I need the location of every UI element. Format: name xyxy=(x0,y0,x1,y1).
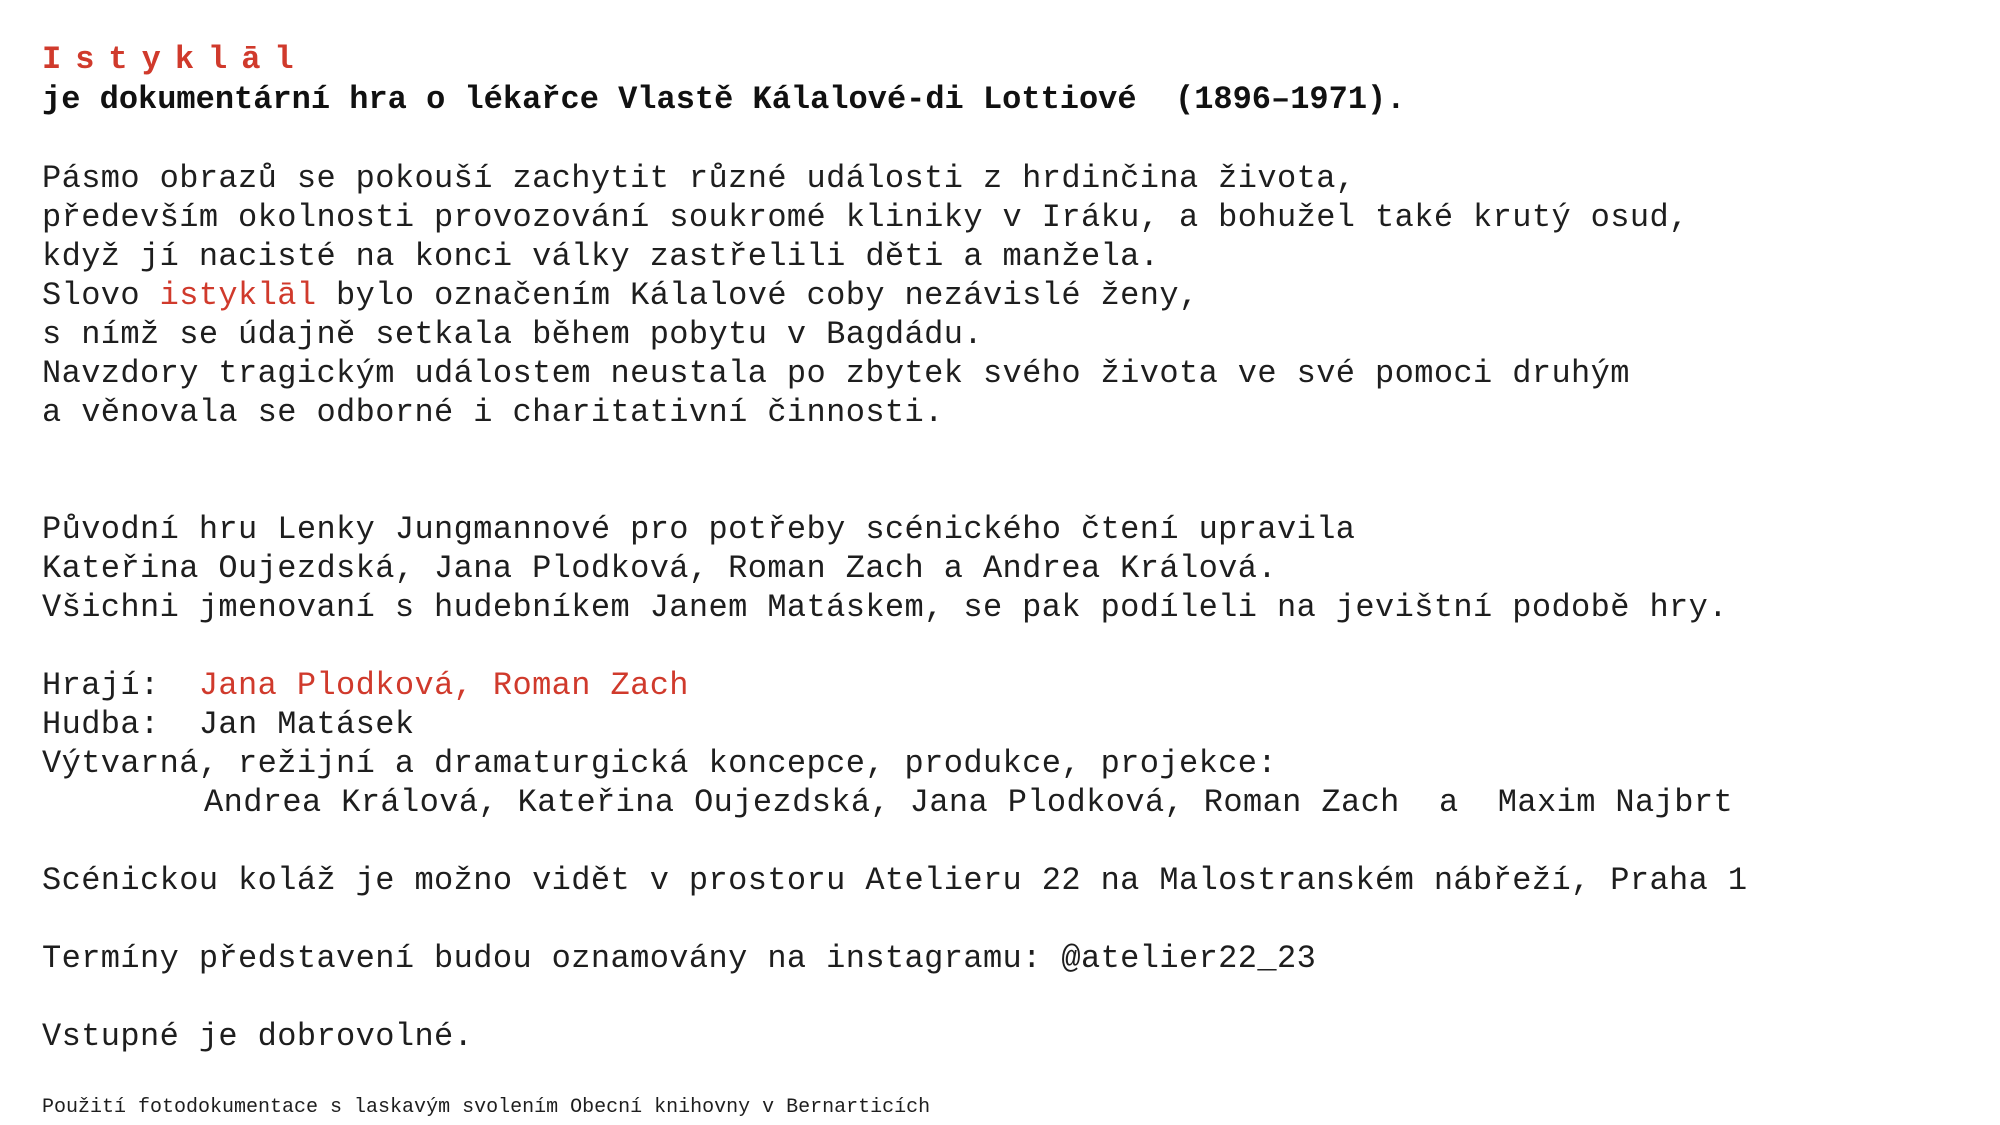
intro-line-5: s nímž se údajně setkala během pobytu v Bagdádu. xyxy=(42,316,983,353)
intro-line-1: Pásmo obrazů se pokouší zachytit různé události z hrdinčina života, xyxy=(42,160,1356,197)
spacer xyxy=(42,900,1982,939)
play-subtitle: je dokumentární hra o lékařce Vlastě Kálalové-di Lottiové (1896–1971). xyxy=(42,81,1406,118)
cast-line xyxy=(42,666,1982,705)
intro-line-7: a věnovala se odborné i charitativní činnosti. xyxy=(42,394,944,431)
cast-label: Hrají: xyxy=(42,667,199,704)
spacer xyxy=(42,120,1982,159)
music-value: Jan Matásek xyxy=(198,706,415,743)
concept-label: Výtvarná, režijní a dramaturgická koncepce, produkce, projekce: xyxy=(42,745,1277,782)
play-title: Istyklāl xyxy=(42,41,308,78)
adaptation-line-1: Původní hru Lenky Jungmannové pro potřeby scénického čtení upravila xyxy=(42,511,1356,548)
document-body xyxy=(42,40,1982,1056)
adaptation-line-2: Kateřina Oujezdská, Jana Plodková, Roman Zach a Andrea Králová. xyxy=(42,550,1277,587)
adaptation-line-3: Všichni jmenovaní s hudebníkem Janem Matáskem, se pak podíleli na jevištní podobě hry. xyxy=(42,589,1728,626)
intro-line-3: když jí nacisté na konci války zastřelili děti a manžela. xyxy=(42,238,1160,275)
intro-line-4 xyxy=(42,276,1982,315)
highlighted-word: istyklāl xyxy=(159,277,317,314)
spacer xyxy=(42,822,1982,861)
intro-line-4-before: Slovo xyxy=(42,277,160,314)
music-line xyxy=(42,705,1982,744)
spacer xyxy=(42,978,1982,1017)
spacer xyxy=(42,432,1982,510)
intro-line-6: Navzdory tragickým událostem neustala po zbytek svého života ve své pomoci druhým xyxy=(42,355,1630,392)
credits-section xyxy=(42,666,1982,822)
venue-text: Scénickou koláž je možno vidět v prostoru Atelieru 22 na Malostranském nábřeží, Praha 1 xyxy=(42,862,1748,899)
intro-line-2: především okolnosti provozování soukromé kliniky v Iráku, a bohužel také krutý osud, xyxy=(42,199,1689,236)
cast-value: Jana Plodková, Roman Zach xyxy=(198,667,689,704)
admission-text: Vstupné je dobrovolné. xyxy=(42,1018,474,1055)
adaptation-paragraph xyxy=(42,510,1982,627)
dates-text: Termíny představení budou oznamovány na instagramu: @atelier22_23 xyxy=(42,940,1317,977)
music-label: Hudba: xyxy=(42,706,199,743)
intro-paragraph xyxy=(42,159,1982,432)
footer-credit: Použití fotodokumentace s laskavým svolením Obecní knihovny v Bernarticích xyxy=(42,1096,931,1119)
concept-value: Andrea Králová, Kateřina Oujezdská, Jana Plodková, Roman Zach a Maxim Najbrt xyxy=(204,784,1734,821)
intro-line-4-after: bylo označením Kálalové coby nezávislé ženy, xyxy=(316,277,1199,314)
spacer xyxy=(42,627,1982,666)
